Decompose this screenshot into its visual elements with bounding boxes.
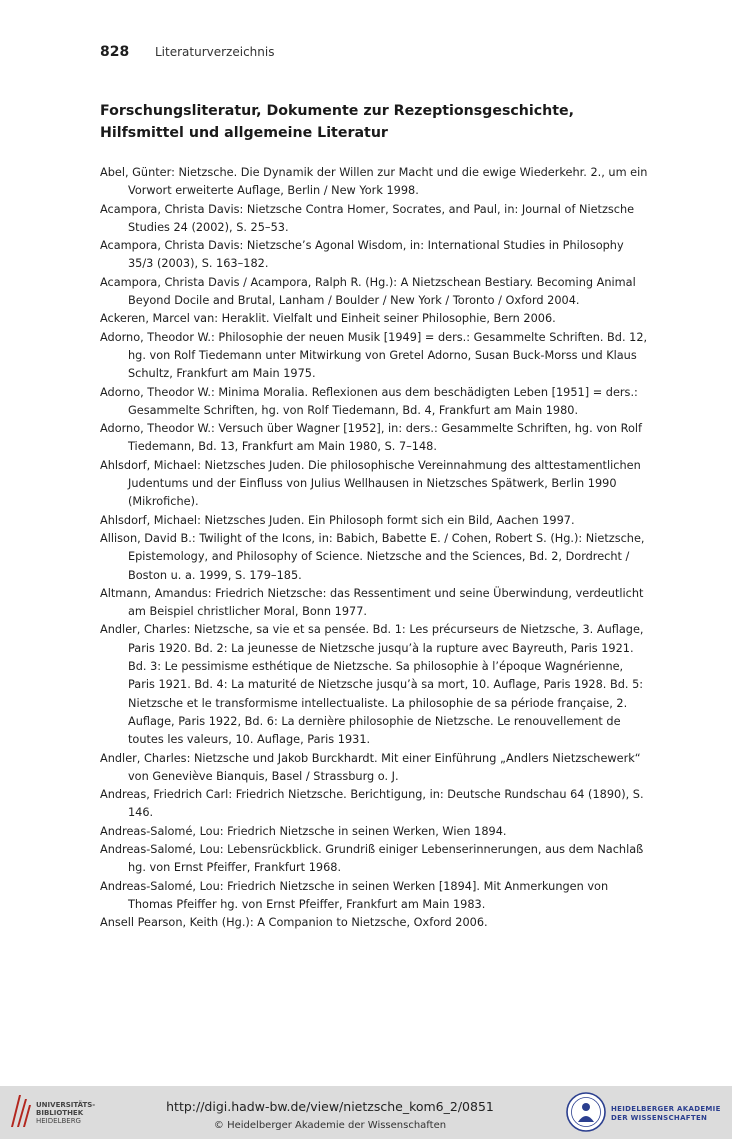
bibliography-entry: Andler, Charles: Nietzsche und Jakob Burckhardt. Mit einer Einführung „Andlers Nietzschewerk“ von Geneviève Bianquis, Basel / Strassburg o. J. [100,751,641,783]
bibliography-entry: Adorno, Theodor W.: Philosophie der neuen Musik [1949] = ders.: Gesammelte Schriften. Bd. 12, hg. von Rolf Tiedemann unter Mitwirkung von Gretel Adorno, Susan Buck-Morss und Klaus Schultz, Frankfurt am Main 1975. [100,330,648,381]
academy-logo-text [611,1105,721,1123]
bibliography-entry: Acampora, Christa Davis: Nietzsche Contra Homer, Socrates, and Paul, in: Journal of Nietzsche Studies 24 (2002), S. 25–53. [100,202,635,234]
page-header [100,44,274,64]
bibliography-entry: Acampora, Christa Davis: Nietzsche’s Agonal Wisdom, in: International Studies in Philosophy 35/3 (2003), S. 163–182. [100,239,624,271]
library-logo-line: HEIDELBERG [36,1117,81,1125]
page-number: 828 [100,44,130,60]
bibliography-entry: Andreas-Salomé, Lou: Lebensrückblick. Grundriß einiger Lebenserinnerungen, aus dem Nachlaß hg. von Ernst Pfeiffer, Frankfurt 1968. [100,842,644,875]
bibliography-entry: Andreas-Salomé, Lou: Friedrich Nietzsche in seinen Werken, Wien 1894. [100,824,507,838]
bibliography-entry: Ahlsdorf, Michael: Nietzsches Juden. Ein Philosoph formt sich ein Bild, Aachen 1997. [100,513,575,527]
bibliography-entry: Abel, Günter: Nietzsche. Die Dynamik der Willen zur Macht und die ewige Wiederkehr. 2., um ein Vorwort erweiterte Auflage, Berlin / New York 1998. [100,166,648,198]
bibliography-entry: Ahlsdorf, Michael: Nietzsches Juden. Die philosophische Vereinnahmung des alttestamentlichen Judentums und der Einfluss von Julius Wellhausen in Nietzsches Spätwerk, Berlin 1990 (Mikrofiche). [100,458,641,509]
bibliography-entry: Ansell Pearson, Keith (Hg.): A Companion to Nietzsche, Oxford 2006. [100,916,488,930]
footer-copyright: © Heidelberger Akademie der Wissenschaften [213,1120,447,1131]
bibliography-entry: Acampora, Christa Davis / Acampora, Ralph R. (Hg.): A Nietzschean Bestiary. Becoming Animal Beyond Docile and Brutal, Lanham / Boulder / New York / Toronto / Oxford 2004. [100,275,636,308]
library-logo-line: BIBLIOTHEK [36,1109,84,1117]
bibliography-entry: Ackeren, Marcel van: Heraklit. Vielfalt und Einheit seiner Philosophie, Bern 2006. [100,312,556,326]
academy-logo-line: DER WISSENSCHAFTEN [611,1114,708,1122]
library-logo-line: UNIVERSITÄTS- [36,1101,96,1109]
bibliography-entry: Adorno, Theodor W.: Versuch über Wagner [1952], in: ders.: Gesammelte Schriften, hg. von Rolf Tiedemann, Bd. 13, Frankfurt am Main 1980, S. 7–148. [100,422,642,454]
section-heading: Forschungsliteratur, Dokumente zur Rezeptionsgeschichte, Hilfsmittel und allgemeine Literatur [100,103,575,141]
academy-logo[interactable] [566,1092,721,1136]
bibliography-entry: Allison, David B.: Twilight of the Icons, in: Babich, Babette E. / Cohen, Robert S. (Hg.): Nietzsche, Epistemology, and Philosophy of Science. Nietzsche and the Sciences, Bd. 2, Dordrecht / Boston u. a. 1999, S. 179–185. [100,531,645,582]
bibliography-entry: Andreas, Friedrich Carl: Friedrich Nietzsche. Berichtigung, in: Deutsche Rundschau 64 (1890), S. 146. [100,788,644,820]
bibliography-entry: Adorno, Theodor W.: Minima Moralia. Reflexionen aus dem beschädigten Leben [1951] = ders.: Gesammelte Schriften, hg. von Rolf Tiedemann, Bd. 4, Frankfurt am Main 1980. [100,385,638,417]
bibliography-entry: Altmann, Amandus: Friedrich Nietzsche: das Ressentiment und seine Überwindung, verdeutlicht am Beispiel christlicher Moral, Bonn 1977. [100,586,644,619]
bibliography-entry: Andler, Charles: Nietzsche, sa vie et sa pensée. Bd. 1: Les précurseurs de Nietzsche, 3. Auflage, Paris 1920. Bd. 2: La jeunesse de Nietzsche jusqu’à la rupture avec Bayreuth, Paris 1921. Bd. 3: Le pessimisme esthétique de Nietzsche. Sa philosophie à l’époque Wagnérienne, Paris 1921. Bd. 4: La maturité de Nietzsche jusqu’à sa mort, 10. Auflage, Paris 1928. Bd. 5: Nietzsche et le transformisme intellectualiste. La philosophie de sa période française, 2. Auflage, Paris 1922, Bd. 6: La dernière philosophie de Nietzsche. Le renouvellement de toutes les valeurs, 10. Auflage, Paris 1931. [100,623,644,747]
bibliography-list [100,164,652,932]
academy-logo-line: HEIDELBERGER AKADEMIE [611,1105,721,1113]
bibliography-entry: Andreas-Salomé, Lou: Friedrich Nietzsche in seinen Werken [1894]. Mit Anmerkungen von Thomas Pfeiffer hg. von Ernst Pfeiffer, Frankfurt am Main 1983. [100,879,609,911]
footer-url-link[interactable]: http://digi.hadw-bw.de/view/nietzsche_kom6_2/0851 [166,1099,494,1114]
academy-seal-icon [566,1092,606,1136]
footer-bar [0,1086,732,1139]
running-title: Literaturverzeichnis [155,45,275,59]
